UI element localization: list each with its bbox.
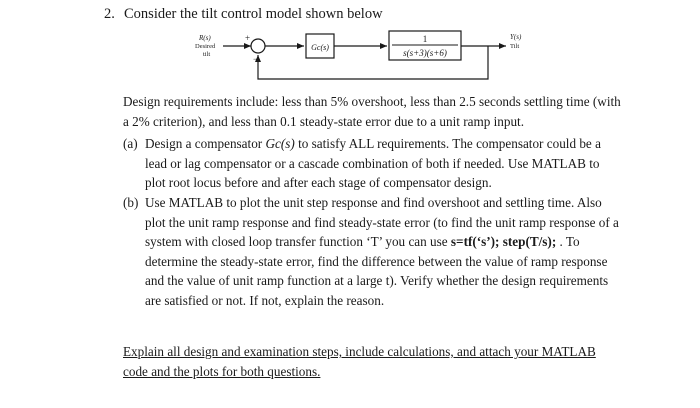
question-number: 2. bbox=[104, 6, 115, 22]
input-label: R(s) bbox=[199, 34, 211, 42]
input-desc-2: tilt bbox=[203, 51, 211, 58]
part-b-text: Use MATLAB to plot the unit step response and find overshoot and settling time. Also plot the unit ramp response and find steady-state error (to find the unit ramp response of a system with closed loop transfer function ‘T’ you can use s=tf(‘s’); step(T/s); . To determine the steady-state error, find the difference between the value of ramp response and the value of unit ramp function at a large t). Verify whether the design requirements are satisfied or not. If not, explain the reason. bbox=[145, 195, 619, 308]
input-desc-1: Desired bbox=[195, 43, 216, 50]
output-label: Y(s) bbox=[510, 33, 522, 41]
compensator-label: Gc(s) bbox=[311, 43, 329, 52]
summing-junction bbox=[251, 39, 265, 53]
compensator-symbol: Gc(s) bbox=[265, 136, 295, 151]
plus-sign: + bbox=[245, 33, 251, 43]
part-b-label: (b) bbox=[123, 195, 139, 210]
block-diagram bbox=[0, 0, 700, 100]
part-a-label: (a) bbox=[123, 136, 138, 151]
part-a-text: Design a compensator Gc(s) to satisfy ALL requirements. The compensator could be a lead or lag compensator or a cascade combination of both if needed. Use MATLAB to plot root locus before and after each stage of compensator design. bbox=[145, 136, 601, 190]
plant-denominator: s(s+3)(s+6) bbox=[403, 48, 447, 58]
matlab-code-snippet: s=tf(‘s’); step(T/s); bbox=[450, 234, 557, 249]
design-requirements: Design requirements include: less than 5% overshoot, less than 2.5 seconds settling time (with a 2% criterion), and less than 0.1 steady-state error due to a unit ramp input. bbox=[123, 94, 621, 129]
final-instructions: Explain all design and examination steps, include calculations, and attach your MATLAB code and the plots for both questions. bbox=[123, 344, 596, 379]
plant-numerator: 1 bbox=[422, 34, 428, 44]
output-desc: Tilt bbox=[510, 43, 520, 50]
question-intro: Consider the tilt control model shown below bbox=[124, 6, 383, 22]
minus-sign: − bbox=[253, 54, 259, 64]
